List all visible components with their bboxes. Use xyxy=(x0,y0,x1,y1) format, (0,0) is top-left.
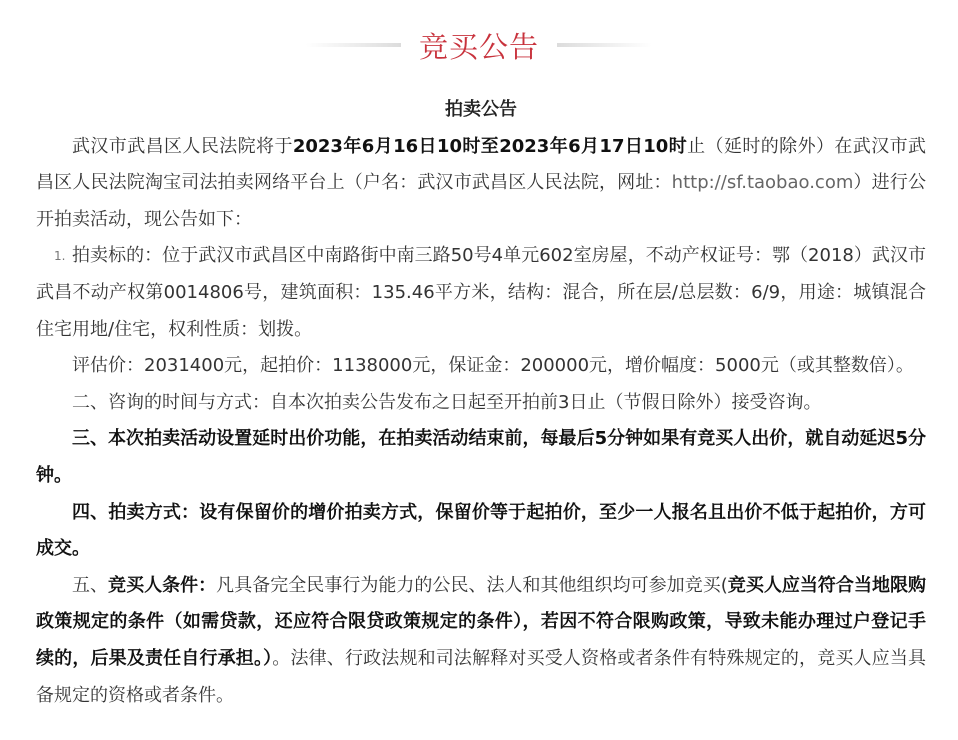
list-item-auction-target xyxy=(36,238,926,348)
announcement-header xyxy=(0,20,958,70)
conditions-label: 竞买人条件： xyxy=(108,574,217,596)
conditions-tail: 。法律、行政法规和司法解释对买受人资格或者条件有特殊规定的，竞买人应当具备规定的资格或者条件。 xyxy=(36,647,927,706)
conditions-label-pre: 五、 xyxy=(72,574,109,596)
intro-text-tail: ）进行公开拍卖活动，现公告如下： xyxy=(36,172,927,230)
page-title: 竞买公告 xyxy=(418,29,539,64)
list-marker: 1. xyxy=(54,249,66,264)
method-text: 四、拍卖方式：设有保留价的增价拍卖方式，保留价等于起拍价，至少一人报名且出价不低于起拍价，方可成交。 xyxy=(36,501,926,560)
header-divider-left xyxy=(306,43,401,47)
consult-paragraph: 二、咨询的时间与方式：自本次拍卖公告发布之日起至开拍前3日止（节假日除外）接受咨询。 xyxy=(72,391,822,413)
auction-time: 2023年6月16日10时至2023年6月17日10时 xyxy=(292,135,688,157)
conditions-paragraph xyxy=(36,568,926,714)
method-paragraph xyxy=(36,495,926,568)
intro-text-post: 止（延时的除外）在武汉市武昌区人民法院淘宝司法拍卖网络平台上（户名：武汉市武昌区人民法院，网址： xyxy=(36,135,926,194)
delay-text: 三、本次拍卖活动设置延时出价功能，在拍卖活动结束前，每最后5分钟如果有竞买人出价，就自动延迟5分钟。 xyxy=(36,428,926,486)
platform-url: http://sf.taobao.com xyxy=(671,172,854,194)
delay-paragraph xyxy=(36,421,926,494)
auction-target-text: 拍卖标的：位于武汉市武昌区中南路街中南三路50号4单元602室房屋，不动产权证号：鄂（2018）武汉市武昌不动产权第0014806号，建筑面积：135.46平方米，结构：混合，所在层/总层数：6/9，用途：城镇混合住宅用地/住宅，权利性质：划拨。 xyxy=(36,245,926,340)
conditions-bold-text: 竞买人应当符合当地限购政策规定的条件（如需贷款，还应符合限贷政策规定的条件），若因不符合限购政策，导致未能办理过户登记手续的，后果及责任自行承担。） xyxy=(36,574,927,669)
announcement-body xyxy=(36,92,926,714)
intro-paragraph xyxy=(36,129,926,239)
price-paragraph: 评估价：2031400元，起拍价：1138000元，保证金：200000元，增价幅度：5000元（或其整数倍）。 xyxy=(72,355,914,377)
conditions-text: 凡具备完全民事行为能力的公民、法人和其他组织均可参加竞买( xyxy=(216,574,728,596)
section-subtitle: 拍卖公告 xyxy=(445,99,517,120)
intro-text-pre: 武汉市武昌区人民法院将于 xyxy=(72,135,293,157)
header-divider-right xyxy=(557,43,652,47)
